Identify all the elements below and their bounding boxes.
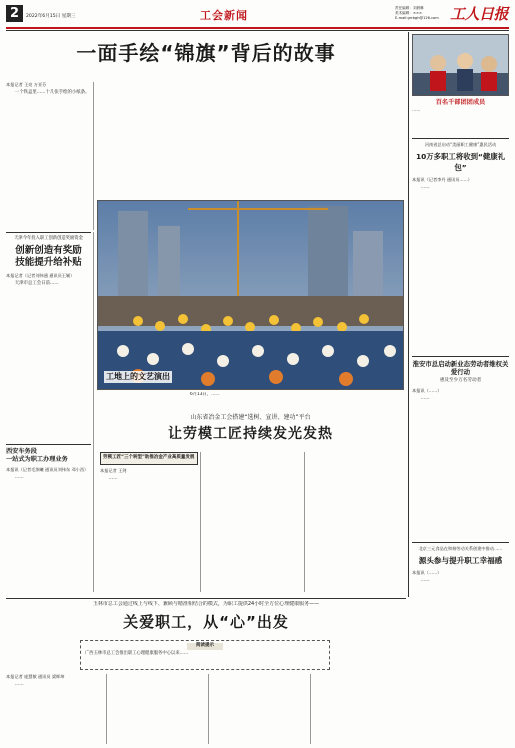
feature-model-subbox [100,452,198,465]
sidebar-divider [408,32,409,597]
sidebar-brief-1-byline: 本报讯（记者李丹 通讯员……） [412,176,472,182]
sidebar-brief-3-paragraph: …… [420,577,430,583]
feature-model-paragraph: …… [108,476,118,482]
bottom-col-a [6,674,104,744]
bottom-col-b [109,674,206,744]
photo-caption: 6月13日，…… [190,392,220,397]
feature-model-kicker: 山东省冶金工会搭建“选树、宣讲、建功”平台 [190,414,311,421]
brief-xian-paragraph: …… [14,475,24,481]
brief-xian-headline: 西安车务段 一站式为职工办理业务 [6,448,68,464]
sidebar-brief-2-headline: 淮安市总启动新业态劳动者维权关爱行动 [412,360,509,377]
col-divider [93,232,94,592]
photo-title: 工地上的文艺演出 [106,372,170,381]
sidebar-brief-1-paragraph: …… [420,184,430,190]
sidebar-brief-2-byline: 本报讯（……） [412,387,442,393]
editor-note: 广西玉林市总工会推出职工心理健康服务中心以来…… [85,650,189,656]
portrait-photo [412,34,509,96]
masthead [0,0,515,30]
sidebar-brief-2 [412,356,509,539]
sidebar-photo-caption-body: …… [412,108,421,113]
brief-innovation-kicker: 天津今年投入职工创新创造奖励资金 [14,236,83,241]
col-divider [208,674,209,744]
section-title: 工会新闻 [200,9,248,22]
contact-line-0: 责任编辑：刘晨琳 [395,6,424,10]
feature-model-col-b [203,452,301,592]
bottom-headline: 关爱职工，从“心”出发 [123,612,289,631]
sidebar-brief-3-byline: 本报讯（……） [412,569,442,575]
sidebar-brief-2-sub: 惠及至少万名劳动者 [439,377,482,383]
brief-innovation-paragraph: 天津市总工会日前…… [14,281,59,287]
construction-site-photo [97,200,404,390]
bottom-rule [6,598,406,599]
newspaper-logo: 工人日报 [450,5,509,23]
feature-model-subbox-text: 劳模工匠“三个转型”助推冶金产业高质量发展 [103,455,195,460]
lead-byline: 本报记者 王亮 万亚芬 [6,82,47,87]
sidebar-brief-1-kicker: 河南省总启动“美丽职工健康”惠民活动 [424,142,497,147]
col-divider [310,674,311,744]
contact-line-2: E-mail:grrbgh@126.com [395,16,439,20]
sidebar-brief-3 [412,542,509,742]
bottom-kicker: 玉林市总工会通过线上与线下、兼顾与精准相结合的模式，为职工提供24小时全方位心理健康服务—— [92,601,320,607]
bottom-col-c [211,674,308,744]
bottom-byline: 本报记者 庞慧敏 通讯员 梁辉坤 [6,674,65,679]
lead-headline: 一面手绘“锦旗”背后的故事 [76,41,336,65]
bottom-paragraph: …… [14,682,24,688]
brief-xian [6,444,91,594]
sidebar-photo-caption-title: 百名千部团团成员 [435,99,486,106]
feature-model-headline: 让劳模工匠持续发光发热 [168,426,333,442]
sidebar-brief-1 [412,138,509,353]
brief-innovation-headline: 创新创造有奖励 技能提升给补贴 [15,245,82,269]
bottom-col-d [313,674,406,744]
brief-xian-byline: 本报讯（记者毛浓曦 通讯员刘伟东 邓小西） [6,467,89,473]
col-divider [200,452,201,592]
page-number: 2 [9,6,20,21]
lead-text-col-a [6,82,91,230]
editor-note-box [80,640,330,670]
lead-paragraph: 一个铁盒里……十几张手绘的小纸条。 [14,90,90,96]
masthead-rule [6,27,509,29]
sidebar-brief-2-paragraph: …… [420,395,430,401]
sidebar-brief-3-kicker: 北京三元食品在和谐劳动关系创建中推动…… [418,546,503,551]
feature-model-col-a [100,468,198,592]
sidebar-brief-1-headline: 10万多职工将收到“健康礼包” [415,152,506,173]
feature-model-col-c [307,452,404,592]
lead-headline-box [6,38,406,72]
contact-line-1: 美术编辑：××× [395,11,423,15]
feature-model-header [97,413,404,453]
col-divider [93,82,94,230]
section-tag: 阅读提示 [187,643,223,650]
masthead-rule-thin [6,30,509,31]
bottom-header [6,601,406,641]
col-divider [304,452,305,592]
date-line: 2022年6月15日 星期三 [26,14,76,19]
sidebar-brief-3-headline: 源头参与提升职工幸福感 [418,556,503,566]
page-number-badge [6,5,23,22]
brief-innovation [6,232,91,412]
col-divider [106,674,107,744]
brief-innovation-byline: 本报记者（记者刘伟通 通讯员王颖） [6,273,75,279]
feature-model-byline: 本报记者 王剑 [100,468,127,473]
